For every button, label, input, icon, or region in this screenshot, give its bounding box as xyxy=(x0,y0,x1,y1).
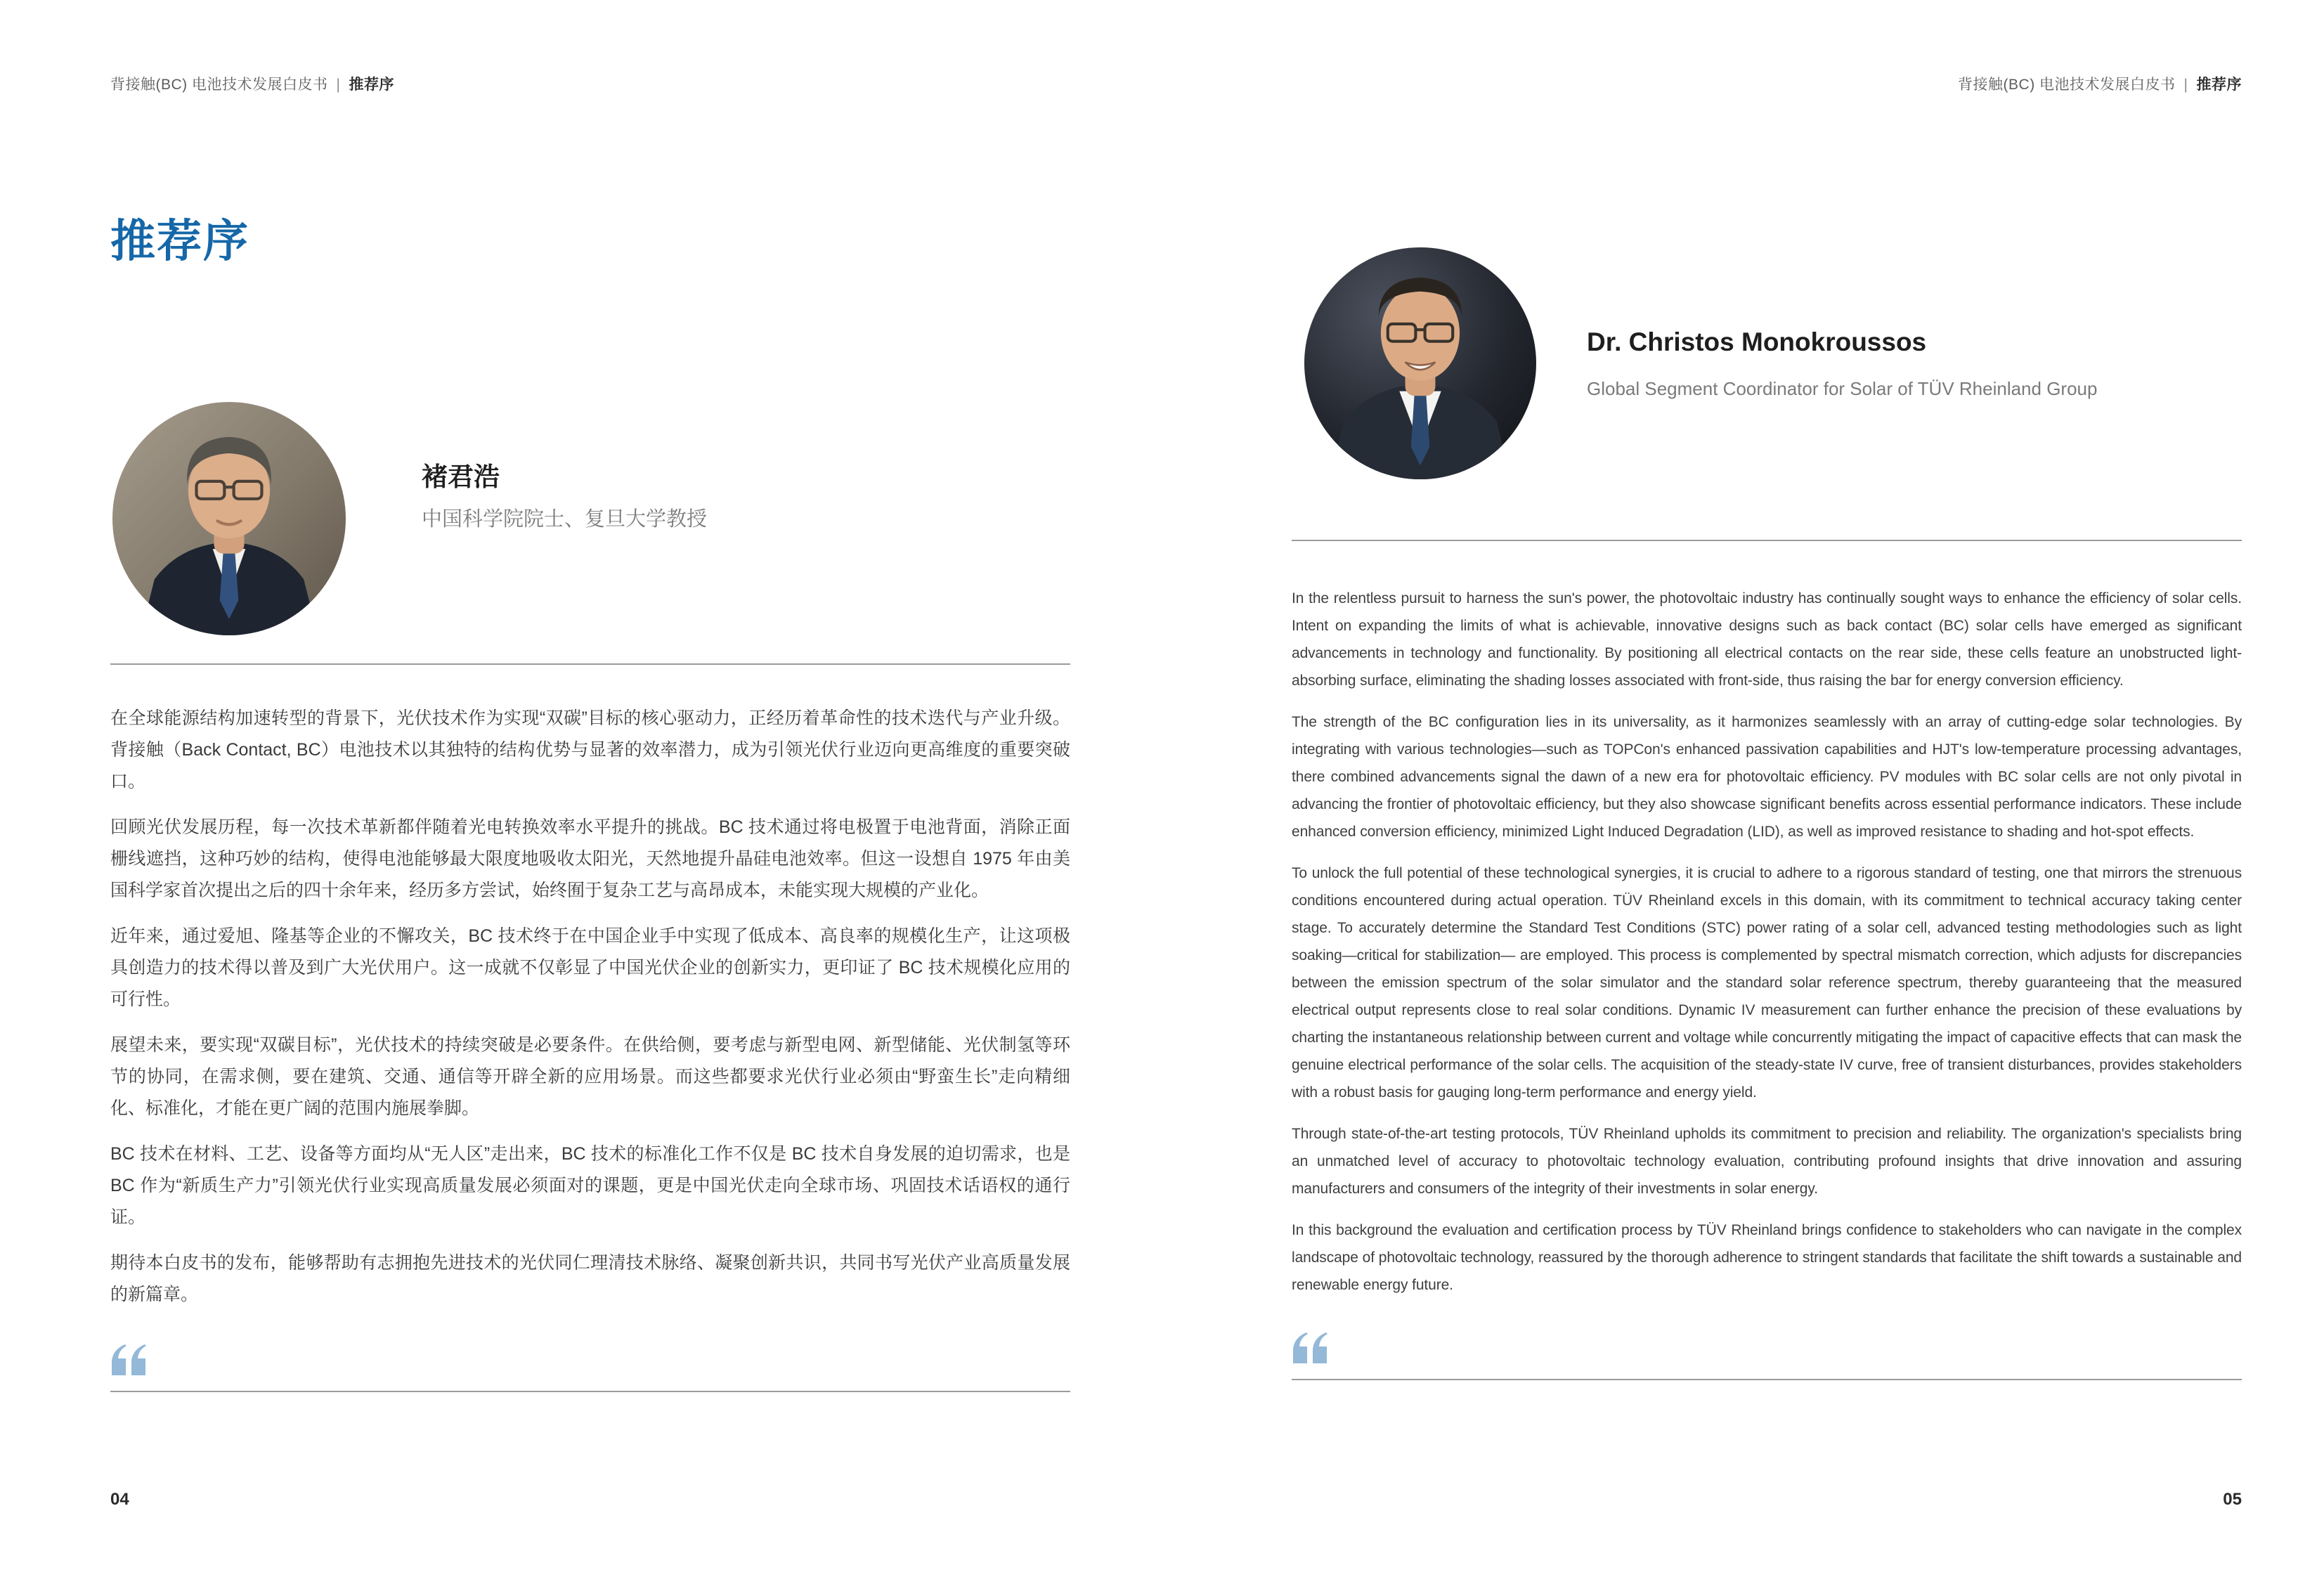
portrait-right-illustration xyxy=(1304,247,1536,479)
header-section: 推荐序 xyxy=(349,77,394,93)
paragraph: Through state-of-the-art testing protocols, TÜV Rheinland upholds its commitment to precision and reliability. The organization's specialists bring an unmatched level of accuracy to photovoltaic technology evaluation, contributing profound insights that drive innovation and assuring manufacturers and consumers of the integrity of their investments in solar energy. xyxy=(1292,1126,2242,1197)
page-header-right xyxy=(1958,73,2242,94)
portrait-photo-left xyxy=(112,402,346,635)
body-text-left xyxy=(110,703,1070,1392)
quote-icon xyxy=(1292,1332,2242,1363)
page-number-left: 04 xyxy=(110,1490,129,1509)
portrait-left-illustration xyxy=(112,402,346,635)
divider-rule xyxy=(110,1391,1070,1392)
header-book-title: 背接触(BC) 电池技术发展白皮书 xyxy=(1958,77,2176,93)
body-text-right xyxy=(1292,585,2242,1380)
paragraph: 展望未来，要实现“双碳目标”，光伏技术的持续突破是必要条件。在供给侧，要考虑与新型电网、新型储能、光伏制氢等环节的协同，在需求侧，要在建筑、交通、通信等开辟全新的应用场景。而这些都要求光伏行业必须由“野蛮生长”走向精细化、标准化，才能在更广阔的范围内施展拳脚。 xyxy=(110,1035,1070,1118)
divider-rule xyxy=(110,663,1070,665)
author-name-left: 褚君浩 xyxy=(422,462,500,491)
author-title-right: Global Segment Coordinator for Solar of TÜV Rheinland Group xyxy=(1587,378,2098,399)
page-title: 推荐序 xyxy=(110,216,249,266)
header-book-title: 背接触(BC) 电池技术发展白皮书 xyxy=(110,77,328,93)
header-separator: | xyxy=(336,77,341,93)
paragraph: BC 技术在材料、工艺、设备等方面均从“无人区”走出来，BC 技术的标准化工作不仅是 BC 技术自身发展的迫切需求，也是 BC 作为“新质生产力”引领光伏行业实现高质量发展必须面对的课题，更是中国光伏走向全球市场、巩固技术话语权的通行证。 xyxy=(110,1144,1070,1227)
author-name-right: Dr. Christos Monokroussos xyxy=(1587,327,1927,356)
paragraph: 在全球能源结构加速转型的背景下，光伏技术作为实现“双碳”目标的核心驱动力，正经历着革命性的技术迭代与产业升级。背接触（Back Contact, BC）电池技术以其独特的结构优势与显著的效率潜力，成为引领光伏行业迈向更高维度的重要突破口。 xyxy=(110,708,1070,791)
author-title-left: 中国科学院院士、复旦大学教授 xyxy=(422,508,708,531)
paragraph: The strength of the BC configuration lies in its universality, as it harmonizes seamlessly with an array of cutting-edge solar technologies. By integrating with various technologies—such as TOPCon's enhanced passivation capabilities and HJT's low-temperature processing advantages, there combined advancements signal the dawn of a new era for photovoltaic efficiency. PV modules with BC solar cells are not only pivotal in advancing the frontier of photovoltaic efficiency, but they also showcase significant benefits across essential performance indicators. These include enhanced conversion efficiency, minimized Light Induced Degradation (LID), as well as improved resistance to shading and hot-spot effects. xyxy=(1292,714,2242,840)
page-left xyxy=(110,0,1070,1577)
quote-icon xyxy=(110,1344,1070,1375)
paragraph: To unlock the full potential of these technological synergies, it is crucial to adhere to a rigorous standard of testing, one that mirrors the strenuous conditions encountered during actual operation. TÜV Rheinland excels in this domain, with its commitment to technical accuracy taking center stage. To accurately determine the Standard Test Conditions (STC) power rating of a solar cell, advanced testing methodologies such as light soaking—critical for stabilization— are employed. This process is complemented by spectral mismatch correction, which adjusts for discrepancies between the emission spectrum of the solar simulator and the standard solar reference spectrum, thereby guaranteeing that the measured electrical output represents close to real solar conditions. Dynamic IV measurement can further enhance the precision of these evaluations by charting the instantaneous relationship between current and voltage while concurrently mitigating the impact of capacitive effects that can mask the genuine electrical performance of the solar cells. The acquisition of the steady-state IV curve, free of transient disturbances, provides stakeholders with a robust basis for gauging long-term performance and energy yield. xyxy=(1292,865,2242,1101)
header-separator: | xyxy=(2183,77,2188,93)
divider-rule xyxy=(1292,1379,2242,1380)
page-number-right: 05 xyxy=(2223,1490,2242,1509)
header-section: 推荐序 xyxy=(2196,77,2242,93)
divider-rule xyxy=(1292,540,2242,541)
paragraph: In this background the evaluation and certification process by TÜV Rheinland brings confidence to stakeholders who can navigate in the complex landscape of photovoltaic technology, reassured by the thorough adherence to stringent standards that facilitate the shift towards a sustainable and renewable energy future. xyxy=(1292,1222,2242,1293)
page-header-left xyxy=(110,73,394,94)
paragraph: 期待本白皮书的发布，能够帮助有志拥抱先进技术的光伏同仁理清技术脉络、凝聚创新共识，共同书写光伏产业高质量发展的新篇章。 xyxy=(110,1253,1070,1304)
portrait-photo-right xyxy=(1304,247,1536,479)
page-right xyxy=(1292,0,2242,1577)
paragraph: 回顾光伏发展历程，每一次技术革新都伴随着光电转换效率水平提升的挑战。BC 技术通过将电极置于电池背面，消除正面栅线遮挡，这种巧妙的结构，使得电池能够最大限度地吸收太阳光，天然地提升晶硅电池效率。但这一设想自 1975 年由美国科学家首次提出之后的四十余年来，经历多方尝试，始终囿于复杂工艺与高昂成本，未能实现大规模的产业化。 xyxy=(110,817,1070,900)
paragraph: In the relentless pursuit to harness the sun's power, the photovoltaic industry has continually sought ways to enhance the efficiency of solar cells. Intent on expanding the limits of what is achievable, innovative designs such as back contact (BC) solar cells have emerged as significant advancements in technology and functionality. By positioning all electrical contacts on the rear side, these cells feature an unobstructed light-absorbing surface, eliminating the shading losses associated with front-side, thus raising the bar for energy conversion efficiency. xyxy=(1292,590,2242,689)
paragraph: 近年来，通过爱旭、隆基等企业的不懈攻关，BC 技术终于在中国企业手中实现了低成本、高良率的规模化生产，让这项极具创造力的技术得以普及到广大光伏用户。这一成就不仅彰显了中国光伏企业的创新实力，更印证了 BC 技术规模化应用的可行性。 xyxy=(110,926,1070,1009)
